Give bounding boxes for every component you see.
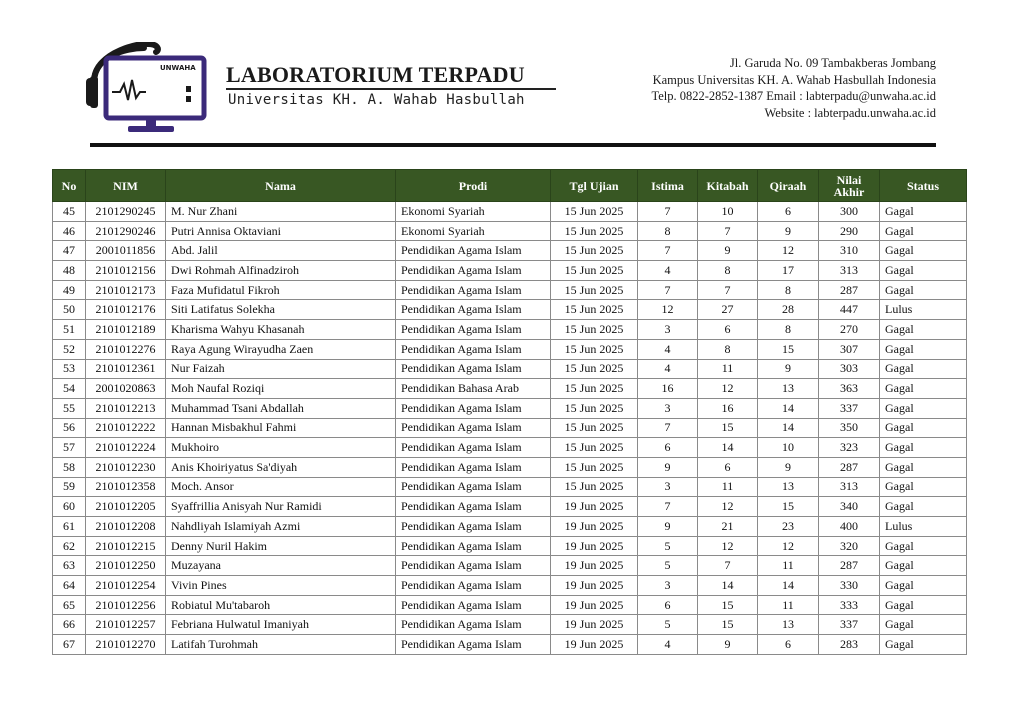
table-row [53,576,967,596]
cell-no: 51 [53,320,86,340]
cell-istima: 4 [638,359,698,379]
cell-qiraah: 14 [758,576,819,596]
cell-qiraah: 13 [758,379,819,399]
cell-istima: 5 [638,615,698,635]
cell-qiraah: 8 [758,320,819,340]
cell-status: Gagal [880,398,967,418]
cell-tgl-ujian: 15 Jun 2025 [551,221,638,241]
cell-istima: 3 [638,320,698,340]
cell-status: Gagal [880,595,967,615]
cell-status: Gagal [880,261,967,281]
cell-kitabah: 7 [698,280,758,300]
cell-prodi: Ekonomi Syariah [396,221,551,241]
cell-no: 64 [53,576,86,596]
cell-tgl-ujian: 15 Jun 2025 [551,280,638,300]
cell-qiraah: 9 [758,457,819,477]
cell-istima: 7 [638,202,698,222]
cell-no: 66 [53,615,86,635]
cell-qiraah: 10 [758,438,819,458]
cell-status: Gagal [880,477,967,497]
cell-nilai-akhir: 350 [819,418,880,438]
cell-nama: Latifah Turohmah [166,635,396,655]
header-divider [90,143,936,147]
cell-prodi: Pendidikan Agama Islam [396,280,551,300]
cell-no: 50 [53,300,86,320]
cell-status: Gagal [880,457,967,477]
cell-nim: 2101012156 [86,261,166,281]
cell-prodi: Pendidikan Agama Islam [396,300,551,320]
cell-nim: 2101012256 [86,595,166,615]
cell-istima: 9 [638,517,698,537]
cell-no: 47 [53,241,86,261]
cell-prodi: Ekonomi Syariah [396,202,551,222]
cell-no: 65 [53,595,86,615]
cell-no: 55 [53,398,86,418]
cell-tgl-ujian: 15 Jun 2025 [551,379,638,399]
cell-kitabah: 14 [698,576,758,596]
table-row [53,339,967,359]
cell-tgl-ujian: 19 Jun 2025 [551,576,638,596]
cell-prodi: Pendidikan Agama Islam [396,477,551,497]
cell-nama: Faza Mufidatul Fikroh [166,280,396,300]
cell-tgl-ujian: 15 Jun 2025 [551,320,638,340]
cell-nama: Putri Annisa Oktaviani [166,221,396,241]
address-line-1: Jl. Garuda No. 09 Tambakberas Jombang [729,56,936,70]
col-istima: Istima [638,170,698,202]
cell-tgl-ujian: 19 Jun 2025 [551,595,638,615]
cell-kitabah: 12 [698,536,758,556]
col-status: Status [880,170,967,202]
cell-tgl-ujian: 19 Jun 2025 [551,615,638,635]
cell-no: 67 [53,635,86,655]
cell-nilai-akhir: 303 [819,359,880,379]
cell-status: Gagal [880,556,967,576]
cell-nilai-akhir: 313 [819,261,880,281]
cell-kitabah: 15 [698,418,758,438]
cell-istima: 3 [638,477,698,497]
cell-nilai-akhir: 300 [819,202,880,222]
cell-status: Gagal [880,418,967,438]
table-row [53,261,967,281]
cell-prodi: Pendidikan Bahasa Arab [396,379,551,399]
cell-prodi: Pendidikan Agama Islam [396,536,551,556]
cell-nim: 2001011856 [86,241,166,261]
cell-nama: Muzayana [166,556,396,576]
cell-tgl-ujian: 15 Jun 2025 [551,398,638,418]
cell-no: 52 [53,339,86,359]
cell-nama: Anis Khoiriyatus Sa'diyah [166,457,396,477]
cell-istima: 7 [638,241,698,261]
cell-istima: 7 [638,418,698,438]
cell-kitabah: 8 [698,261,758,281]
cell-nama: Moch. Ansor [166,477,396,497]
cell-qiraah: 13 [758,615,819,635]
cell-nilai-akhir: 320 [819,536,880,556]
cell-qiraah: 9 [758,221,819,241]
cell-kitabah: 11 [698,359,758,379]
table-body [53,202,967,655]
cell-tgl-ujian: 19 Jun 2025 [551,497,638,517]
col-qiraah: Qiraah [758,170,819,202]
cell-nilai-akhir: 287 [819,556,880,576]
cell-nilai-akhir: 340 [819,497,880,517]
cell-istima: 6 [638,595,698,615]
address-line-2: Kampus Universitas KH. A. Wahab Hasbullah Indonesia [652,72,936,87]
cell-kitabah: 7 [698,221,758,241]
cell-nama: Vivin Pines [166,576,396,596]
cell-kitabah: 15 [698,595,758,615]
cell-prodi: Pendidikan Agama Islam [396,438,551,458]
col-tgl-ujian: Tgl Ujian [551,170,638,202]
cell-nilai-akhir: 333 [819,595,880,615]
table-row [53,556,967,576]
col-nilai-akhir [819,170,880,202]
cell-status: Gagal [880,241,967,261]
cell-kitabah: 7 [698,556,758,576]
lab-title: LABORATORIUM TERPADU [226,62,525,87]
cell-istima: 6 [638,438,698,458]
col-nama: Nama [166,170,396,202]
cell-qiraah: 13 [758,477,819,497]
col-no: No [53,170,86,202]
cell-no: 62 [53,536,86,556]
cell-istima: 8 [638,221,698,241]
cell-qiraah: 12 [758,241,819,261]
cell-nim: 2001020863 [86,379,166,399]
cell-kitabah: 8 [698,339,758,359]
cell-tgl-ujian: 15 Jun 2025 [551,418,638,438]
cell-nim: 2101290245 [86,202,166,222]
cell-no: 56 [53,418,86,438]
cell-kitabah: 21 [698,517,758,537]
cell-tgl-ujian: 15 Jun 2025 [551,438,638,458]
cell-nilai-akhir: 447 [819,300,880,320]
headphones-monitor-logo-icon [86,42,210,134]
cell-istima: 9 [638,457,698,477]
table-row [53,202,967,222]
cell-tgl-ujian: 19 Jun 2025 [551,556,638,576]
cell-kitabah: 15 [698,615,758,635]
cell-kitabah: 14 [698,438,758,458]
cell-qiraah: 28 [758,300,819,320]
cell-no: 61 [53,517,86,537]
cell-qiraah: 12 [758,536,819,556]
cell-prodi: Pendidikan Agama Islam [396,615,551,635]
cell-nim: 2101012224 [86,438,166,458]
cell-prodi: Pendidikan Agama Islam [396,261,551,281]
cell-nim: 2101012361 [86,359,166,379]
letterhead [0,0,1024,150]
cell-kitabah: 11 [698,477,758,497]
cell-status: Gagal [880,202,967,222]
logo-wordmark: UNWAHA [160,64,196,72]
cell-no: 54 [53,379,86,399]
cell-nama: Abd. Jalil [166,241,396,261]
cell-status: Gagal [880,221,967,241]
cell-tgl-ujian: 15 Jun 2025 [551,359,638,379]
cell-status: Gagal [880,497,967,517]
table-row [53,497,967,517]
cell-no: 58 [53,457,86,477]
table-row [53,300,967,320]
cell-nim: 2101012173 [86,280,166,300]
cell-nama: Mukhoiro [166,438,396,458]
table-row [53,517,967,537]
cell-qiraah: 14 [758,398,819,418]
cell-status: Gagal [880,536,967,556]
cell-tgl-ujian: 19 Jun 2025 [551,536,638,556]
cell-tgl-ujian: 19 Jun 2025 [551,517,638,537]
cell-prodi: Pendidikan Agama Islam [396,241,551,261]
cell-istima: 5 [638,556,698,576]
cell-prodi: Pendidikan Agama Islam [396,517,551,537]
col-nim: NIM [86,170,166,202]
cell-nilai-akhir: 363 [819,379,880,399]
cell-qiraah: 15 [758,497,819,517]
cell-status: Gagal [880,280,967,300]
cell-kitabah: 12 [698,379,758,399]
cell-no: 46 [53,221,86,241]
cell-no: 63 [53,556,86,576]
cell-prodi: Pendidikan Agama Islam [396,576,551,596]
cell-qiraah: 11 [758,556,819,576]
cell-nim: 2101012213 [86,398,166,418]
cell-tgl-ujian: 15 Jun 2025 [551,202,638,222]
cell-qiraah: 23 [758,517,819,537]
table-row [53,595,967,615]
col-nilai-line2: Akhir [833,184,865,199]
cell-nim: 2101012250 [86,556,166,576]
cell-istima: 7 [638,280,698,300]
cell-nim: 2101290246 [86,221,166,241]
cell-nama: Hannan Misbakhul Fahmi [166,418,396,438]
table-row [53,457,967,477]
cell-kitabah: 9 [698,635,758,655]
cell-nilai-akhir: 283 [819,635,880,655]
cell-nim: 2101012230 [86,457,166,477]
table-row [53,615,967,635]
cell-status: Gagal [880,379,967,399]
cell-prodi: Pendidikan Agama Islam [396,556,551,576]
cell-nim: 2101012205 [86,497,166,517]
cell-nim: 2101012215 [86,536,166,556]
cell-status: Gagal [880,359,967,379]
cell-no: 53 [53,359,86,379]
cell-nilai-akhir: 323 [819,438,880,458]
cell-status: Gagal [880,438,967,458]
table-row [53,280,967,300]
cell-kitabah: 10 [698,202,758,222]
cell-nim: 2101012358 [86,477,166,497]
cell-qiraah: 14 [758,418,819,438]
cell-nama: Syaffrillia Anisyah Nur Ramidi [166,497,396,517]
table-row [53,398,967,418]
cell-nim: 2101012176 [86,300,166,320]
cell-istima: 4 [638,339,698,359]
cell-nama: Kharisma Wahyu Khasanah [166,320,396,340]
cell-tgl-ujian: 15 Jun 2025 [551,261,638,281]
cell-nama: Febriana Hulwatul Imaniyah [166,615,396,635]
cell-nilai-akhir: 337 [819,615,880,635]
cell-nim: 2101012270 [86,635,166,655]
cell-prodi: Pendidikan Agama Islam [396,595,551,615]
cell-nim: 2101012208 [86,517,166,537]
cell-qiraah: 11 [758,595,819,615]
table-header-row [53,170,967,202]
cell-kitabah: 16 [698,398,758,418]
cell-qiraah: 6 [758,635,819,655]
cell-nilai-akhir: 400 [819,517,880,537]
table-row [53,359,967,379]
cell-prodi: Pendidikan Agama Islam [396,457,551,477]
cell-nilai-akhir: 290 [819,221,880,241]
cell-kitabah: 6 [698,457,758,477]
cell-prodi: Pendidikan Agama Islam [396,635,551,655]
cell-istima: 4 [638,635,698,655]
cell-nama: Moh Naufal Roziqi [166,379,396,399]
title-underline [226,88,556,90]
cell-tgl-ujian: 15 Jun 2025 [551,241,638,261]
cell-status: Gagal [880,635,967,655]
cell-kitabah: 6 [698,320,758,340]
cell-istima: 3 [638,576,698,596]
cell-istima: 7 [638,497,698,517]
table-row [53,320,967,340]
cell-tgl-ujian: 15 Jun 2025 [551,477,638,497]
col-prodi: Prodi [396,170,551,202]
cell-status: Gagal [880,320,967,340]
cell-no: 60 [53,497,86,517]
cell-istima: 3 [638,398,698,418]
cell-prodi: Pendidikan Agama Islam [396,398,551,418]
cell-nama: M. Nur Zhani [166,202,396,222]
cell-nama: Dwi Rohmah Alfinadziroh [166,261,396,281]
table-row [53,241,967,261]
table-row [53,536,967,556]
table-row [53,379,967,399]
cell-nim: 2101012276 [86,339,166,359]
cell-nama: Muhammad Tsani Abdallah [166,398,396,418]
cell-no: 59 [53,477,86,497]
cell-prodi: Pendidikan Agama Islam [396,320,551,340]
cell-nama: Nahdliyah Islamiyah Azmi [166,517,396,537]
cell-nilai-akhir: 330 [819,576,880,596]
cell-kitabah: 27 [698,300,758,320]
cell-no: 48 [53,261,86,281]
table-row [53,418,967,438]
lab-subtitle: Universitas KH. A. Wahab Hasbullah [228,92,525,108]
cell-qiraah: 9 [758,359,819,379]
cell-istima: 4 [638,261,698,281]
cell-no: 45 [53,202,86,222]
phone-email-line: Telp. 0822-2852-1387 Email : labterpadu@unwaha.ac.id [651,89,936,103]
cell-prodi: Pendidikan Agama Islam [396,359,551,379]
cell-nama: Robiatul Mu'tabaroh [166,595,396,615]
cell-istima: 16 [638,379,698,399]
table-row [53,477,967,497]
cell-status: Gagal [880,576,967,596]
website-line: Website : labterpadu.unwaha.ac.id [764,105,936,120]
col-nilai-line1: Nilai [836,172,862,187]
cell-nim: 2101012257 [86,615,166,635]
cell-qiraah: 6 [758,202,819,222]
cell-istima: 5 [638,536,698,556]
cell-prodi: Pendidikan Agama Islam [396,339,551,359]
table-row [53,635,967,655]
cell-nilai-akhir: 270 [819,320,880,340]
cell-status: Gagal [880,615,967,635]
cell-nama: Raya Agung Wirayudha Zaen [166,339,396,359]
cell-nilai-akhir: 287 [819,280,880,300]
cell-nilai-akhir: 310 [819,241,880,261]
cell-nilai-akhir: 307 [819,339,880,359]
cell-no: 57 [53,438,86,458]
cell-nilai-akhir: 337 [819,398,880,418]
contact-block [651,55,936,121]
cell-prodi: Pendidikan Agama Islam [396,497,551,517]
cell-qiraah: 15 [758,339,819,359]
cell-kitabah: 9 [698,241,758,261]
cell-status: Lulus [880,517,967,537]
exam-results-table [52,169,967,655]
cell-kitabah: 12 [698,497,758,517]
cell-nama: Nur Faizah [166,359,396,379]
col-kitabah: Kitabah [698,170,758,202]
cell-nilai-akhir: 287 [819,457,880,477]
cell-tgl-ujian: 15 Jun 2025 [551,339,638,359]
cell-tgl-ujian: 15 Jun 2025 [551,300,638,320]
cell-prodi: Pendidikan Agama Islam [396,418,551,438]
cell-no: 49 [53,280,86,300]
table-row [53,221,967,241]
cell-istima: 12 [638,300,698,320]
cell-status: Lulus [880,300,967,320]
cell-nim: 2101012222 [86,418,166,438]
cell-nim: 2101012189 [86,320,166,340]
table-row [53,438,967,458]
cell-tgl-ujian: 15 Jun 2025 [551,457,638,477]
cell-nim: 2101012254 [86,576,166,596]
cell-nama: Denny Nuril Hakim [166,536,396,556]
cell-status: Gagal [880,339,967,359]
cell-qiraah: 17 [758,261,819,281]
cell-qiraah: 8 [758,280,819,300]
cell-nilai-akhir: 313 [819,477,880,497]
cell-nama: Siti Latifatus Solekha [166,300,396,320]
cell-tgl-ujian: 19 Jun 2025 [551,635,638,655]
